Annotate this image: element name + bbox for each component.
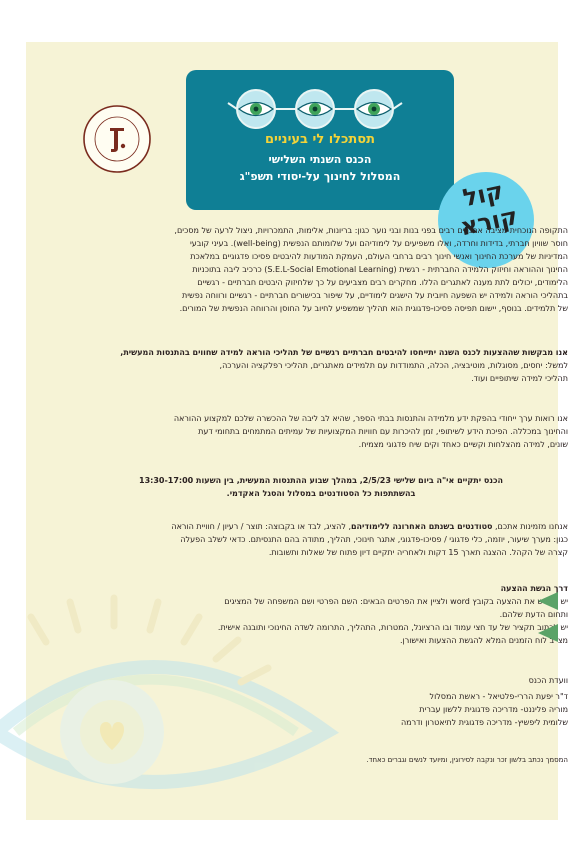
submission-item: יש לכתוב תקציר של עד חצי עמוד ובו הרציונל, המטרות, התהליך, התרומה לשדה החינוכי ותובנה אישית. xyxy=(217,623,568,632)
event-date-line: הכנס יתקיים אי"ה ביום שלישי 2/5/23, במהלך שבוע ההתנסות המעשית, בין השעות 13:30-17:00 xyxy=(139,476,503,485)
committee-member: ד"ר יפעת הררי-פלטיאל - ראשת המסלול xyxy=(429,692,568,701)
intro-line: חוסר שוויון חברתי, בדידות וחרדה, ואלו משפיעים על לימודיהם ועל שלומותם הנפשית (well-being). בעיני קובעי xyxy=(189,239,568,248)
arrow-icon xyxy=(538,592,558,610)
intro-paragraph xyxy=(74,224,568,315)
eye-icon xyxy=(355,90,393,128)
intro-line: הלימודים, יכולים לתת מענה לאתגרים הללו. מחקרים רבים מצביעים על כך שלחיזוק היבטים חברתיים - רגשיים xyxy=(197,278,568,287)
page-title: תסתכלו לי בעיניים xyxy=(264,132,376,147)
focus-line: תהליכי למידה שיתופיים ועוד. xyxy=(471,374,568,383)
subtitle-track: המסלול לחינוך על-יסודי תשפ"ג xyxy=(239,170,401,183)
submission-item: מצ"ב לוח הזמנים המלא להגשת ההצעות ואישורן. xyxy=(399,636,568,645)
value-line: אנו רואות ערך ייחודי בהפקת ידע מלמידה והתנסות בבתי הספר, שהיא לב ליבה של ההכשרה שלכם למקצוע ההוראה xyxy=(173,414,568,423)
intro-line: המדיניות של מערכת החינוך ואנשי חינוך רבים ברחבי העולם, העמקת המודעות להיבטים פסיכו פדגוגיים במלאכת xyxy=(190,252,568,261)
invite-bold: סטודנטים בשנתם האחרונה ללימודיהם xyxy=(350,522,493,531)
arrow-icon xyxy=(538,624,558,642)
poster xyxy=(26,42,568,820)
eyes-graphic xyxy=(226,89,404,129)
value-line: שונים, למידה מהצלחות וקשיים כאחד וקים שיח פדגוגי מצמיח. xyxy=(358,440,568,449)
submission-item: ותחום הדעת שלהם. xyxy=(499,610,568,619)
event-details xyxy=(74,474,568,500)
submission-section xyxy=(74,582,568,647)
college-logo xyxy=(82,104,152,174)
value-line: והחינוך במכללה. הפיכת הידע לשיתופי, זמן להיכרות עם חוויות המקצועיות של עמיתים המתמחים בתחומי דעת xyxy=(198,427,568,436)
eye-icon xyxy=(296,90,334,128)
submission-item: יש להגיש את ההצעה בקובץ word ולציין את הפרטים הבאים: השם הפרטי ושם המשפחה של המציגים xyxy=(224,597,568,606)
invite-line: כגון: מערך שיעור, יוזמה, כלי פדגוגי / פסיכו-פדגוגי, אתגר חינוכי, תהליך, מתודה בהם התנסיתם. כדאי לשלב הפעלה xyxy=(180,535,568,544)
focus-line: למשל: יחסים, מסוגלות, מוטיבציה, הכלה, התמודדות עם תלמידים מאתגרים, תהליכי רפלקציה והערכה, xyxy=(219,361,568,370)
focus-bold-line: אנו מבקשות שההצעות לכנס השנה יתייחסו להיבטים חברתיים רגשיים של תהליכי הוראה למידה שחווים בהתנסות המעשית, xyxy=(120,348,568,357)
submission-title: דרך הגשת ההצעה xyxy=(500,584,568,593)
invite-rest: , להציג, לבד או בקבוצה: תוצר / רעיון / חוויית הוראה xyxy=(171,522,351,531)
value-paragraph xyxy=(74,412,568,451)
committee-section xyxy=(74,674,568,729)
committee-title: וועדת הכנס xyxy=(528,676,568,685)
badge-line-1: קול xyxy=(460,176,506,213)
badge-line-2: קורא xyxy=(457,201,521,242)
committee-member: שלומית ליפשיץ- מדריכה פדגוגית לתיאטרון ודרמה xyxy=(400,718,568,727)
intro-line: התקופה הנוכחית מציבה אתגרים רבים בפני בנות ובני נוער כגון: בריונות, אלימות, התמכרויות, ניצול לרעה של מסכים, xyxy=(174,226,568,235)
event-participants-line: בהשתתפות כל הסטודנטים במסלול והסגל האקדמי. xyxy=(226,489,416,498)
intro-line: החינוך וההוראה וחיזוק הלמידה החברתית - רגשית (S.E.L-Social Emotional Learning) כרכיב ליבה בתוכניות xyxy=(192,265,568,274)
invitation-first-line xyxy=(74,520,568,533)
eye-icon xyxy=(237,90,275,128)
subtitle-conference: הכנס השנתי השלישי xyxy=(268,153,372,166)
footnote: המסמך נכתב בלשון זכר ונקבה לסירוגין, ומיועד לנשים וגברים כאחד. xyxy=(366,756,568,764)
invite-line: קצרה של הקהל. ההצגה תארך 15 דקות ולאחריה יתקיים דיון פתוח של שאלות ותשובות. xyxy=(268,548,568,557)
intro-line: בתהליכי הוראה ולמידה יש השפעה חיובית על הישגים לימודיים, על שיפור בכישורים חברתיים - רגשיים ורווחה נפשית xyxy=(181,291,568,300)
invite-start: אנחנו מזמינות אתכם, xyxy=(492,522,568,531)
intro-line: של תלמידים. בנוסף, יישום תפיסה פסיכו-פדגוגית הוא תהליך שמשפיע לחיוב על החוסן והרווחה הנפשית של המורים. xyxy=(179,304,568,313)
focus-paragraph xyxy=(74,346,568,385)
committee-member: מוריה פליננט- מדריכה פדגוגית ללשון עברית xyxy=(419,705,568,714)
invitation-paragraph xyxy=(74,520,568,559)
